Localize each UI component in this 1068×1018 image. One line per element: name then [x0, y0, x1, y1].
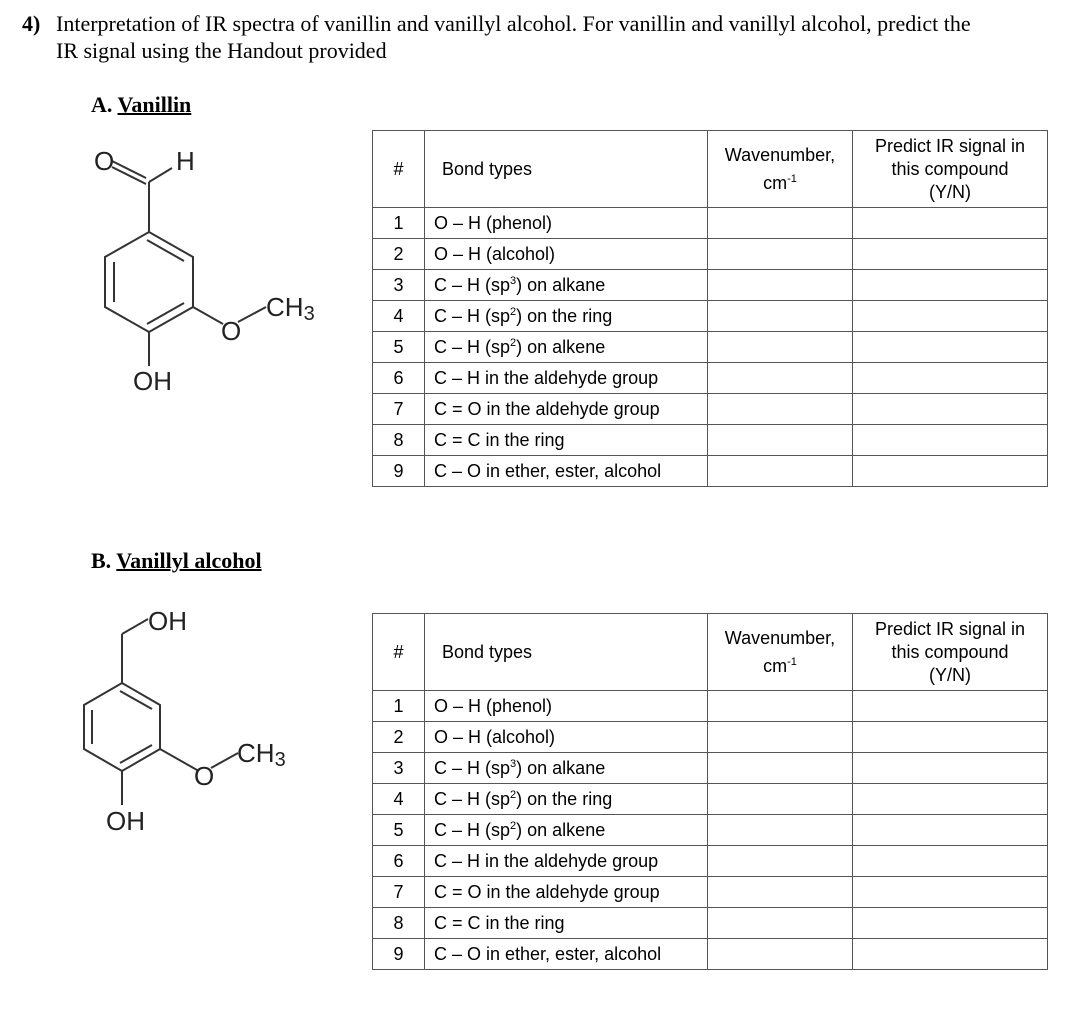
table-row: 3 C – H $(sp^3)$ on alkane: [373, 270, 1048, 301]
predict-cell[interactable]: [853, 939, 1048, 970]
table-row: 2 O – H (alcohol): [373, 722, 1048, 753]
section-a-letter: A.: [91, 92, 113, 117]
table-row: 1 O – H (phenol): [373, 208, 1048, 239]
section-b-title: [91, 548, 262, 574]
ir-table-vanillyl-alcohol: [372, 613, 1048, 970]
wavenumber-cell[interactable]: [708, 691, 853, 722]
vanillin-methoxy-o: O: [221, 316, 242, 346]
vanillin-structure: [60, 128, 360, 398]
wavenumber-cell[interactable]: [708, 846, 853, 877]
predict-cell[interactable]: [853, 691, 1048, 722]
table-row: 8 C = C in the ring: [373, 908, 1048, 939]
wavenumber-cell[interactable]: [708, 908, 853, 939]
predict-cell[interactable]: [853, 456, 1048, 487]
header-wavenumber: Wavenumber, $cm^{-1}$: [708, 614, 853, 691]
predict-cell[interactable]: [853, 846, 1048, 877]
wavenumber-cell[interactable]: [708, 456, 853, 487]
predict-cell[interactable]: [853, 394, 1048, 425]
predict-cell[interactable]: [853, 208, 1048, 239]
wavenumber-cell[interactable]: [708, 301, 853, 332]
header-num: #: [373, 614, 425, 691]
wavenumber-cell[interactable]: [708, 877, 853, 908]
predict-cell[interactable]: [853, 722, 1048, 753]
section-b-letter: B.: [91, 548, 112, 573]
wavenumber-cell[interactable]: [708, 239, 853, 270]
table-row: 9 C – O in ether, ester, alcohol: [373, 456, 1048, 487]
table-row: 4 C – H $(sp^2)$ on the ring: [373, 784, 1048, 815]
ir-table-vanillin: [372, 130, 1048, 487]
predict-cell[interactable]: [853, 753, 1048, 784]
table-row: 3 C – H $(sp^3)$ on alkane: [373, 753, 1048, 784]
table-row: 7 C = O in the aldehyde group: [373, 877, 1048, 908]
table-row: 5 C – H $(sp^2)$ on alkene: [373, 332, 1048, 363]
section-a-name: Vanillin: [117, 92, 192, 117]
wavenumber-cell[interactable]: [708, 270, 853, 301]
wavenumber-cell[interactable]: [708, 425, 853, 456]
predict-cell[interactable]: [853, 239, 1048, 270]
wavenumber-cell[interactable]: [708, 939, 853, 970]
predict-cell[interactable]: [853, 425, 1048, 456]
header-predict: Predict IR signal in this compound (Y/N): [853, 614, 1048, 691]
vanillin-hydroxyl: OH: [133, 366, 172, 396]
table-row: 8 C = C in the ring: [373, 425, 1048, 456]
table-row: 6 C – H in the aldehyde group: [373, 846, 1048, 877]
table-row: 2 O – H (alcohol): [373, 239, 1048, 270]
header-bond: Bond types: [425, 614, 708, 691]
table-row: 4 C – H $(sp^2)$ on the ring: [373, 301, 1048, 332]
table-row: 6 C – H in the aldehyde group: [373, 363, 1048, 394]
predict-cell[interactable]: [853, 908, 1048, 939]
vanillyl-methoxy-o: O: [194, 761, 215, 791]
predict-cell[interactable]: [853, 332, 1048, 363]
vanillin-aldehyde-o: O: [94, 146, 115, 176]
predict-cell[interactable]: [853, 270, 1048, 301]
question-number: 4): [22, 11, 41, 36]
header-bond: Bond types: [425, 131, 708, 208]
vanillyl-methyl: CH3: [237, 738, 286, 771]
wavenumber-cell[interactable]: [708, 753, 853, 784]
predict-cell[interactable]: [853, 363, 1048, 394]
vanillin-methyl: CH3: [266, 292, 315, 325]
vanillyl-alcohol-structure: [60, 586, 360, 856]
table-row: 1 O – H (phenol): [373, 691, 1048, 722]
question-text: [22, 10, 1052, 64]
vanillin-aldehyde-h: H: [176, 146, 195, 176]
table-row: 9 C – O in ether, ester, alcohol: [373, 939, 1048, 970]
question-line-2: IR signal using the Handout provided: [56, 38, 387, 63]
wavenumber-cell[interactable]: [708, 722, 853, 753]
wavenumber-cell[interactable]: [708, 332, 853, 363]
section-a-title: [91, 92, 191, 118]
predict-cell[interactable]: [853, 301, 1048, 332]
table-row: 5 C – H $(sp^2)$ on alkene: [373, 815, 1048, 846]
vanillyl-top-oh: OH: [148, 606, 187, 636]
wavenumber-cell[interactable]: [708, 208, 853, 239]
wavenumber-cell[interactable]: [708, 784, 853, 815]
wavenumber-cell[interactable]: [708, 815, 853, 846]
table-header-row: [373, 131, 1048, 208]
question-line-1: Interpretation of IR spectra of vanillin and vanillyl alcohol. For vanillin and vanillyl alcohol, predict the: [56, 11, 971, 36]
table-row: 7 C = O in the aldehyde group: [373, 394, 1048, 425]
vanillyl-hydroxyl: OH: [106, 806, 145, 836]
predict-cell[interactable]: [853, 815, 1048, 846]
table-header-row: [373, 614, 1048, 691]
predict-cell[interactable]: [853, 784, 1048, 815]
section-b-name: Vanillyl alcohol: [116, 548, 262, 573]
header-predict: Predict IR signal in this compound (Y/N): [853, 131, 1048, 208]
wavenumber-cell[interactable]: [708, 394, 853, 425]
predict-cell[interactable]: [853, 877, 1048, 908]
header-num: #: [373, 131, 425, 208]
header-wavenumber: Wavenumber, $cm^{-1}$: [708, 131, 853, 208]
wavenumber-cell[interactable]: [708, 363, 853, 394]
